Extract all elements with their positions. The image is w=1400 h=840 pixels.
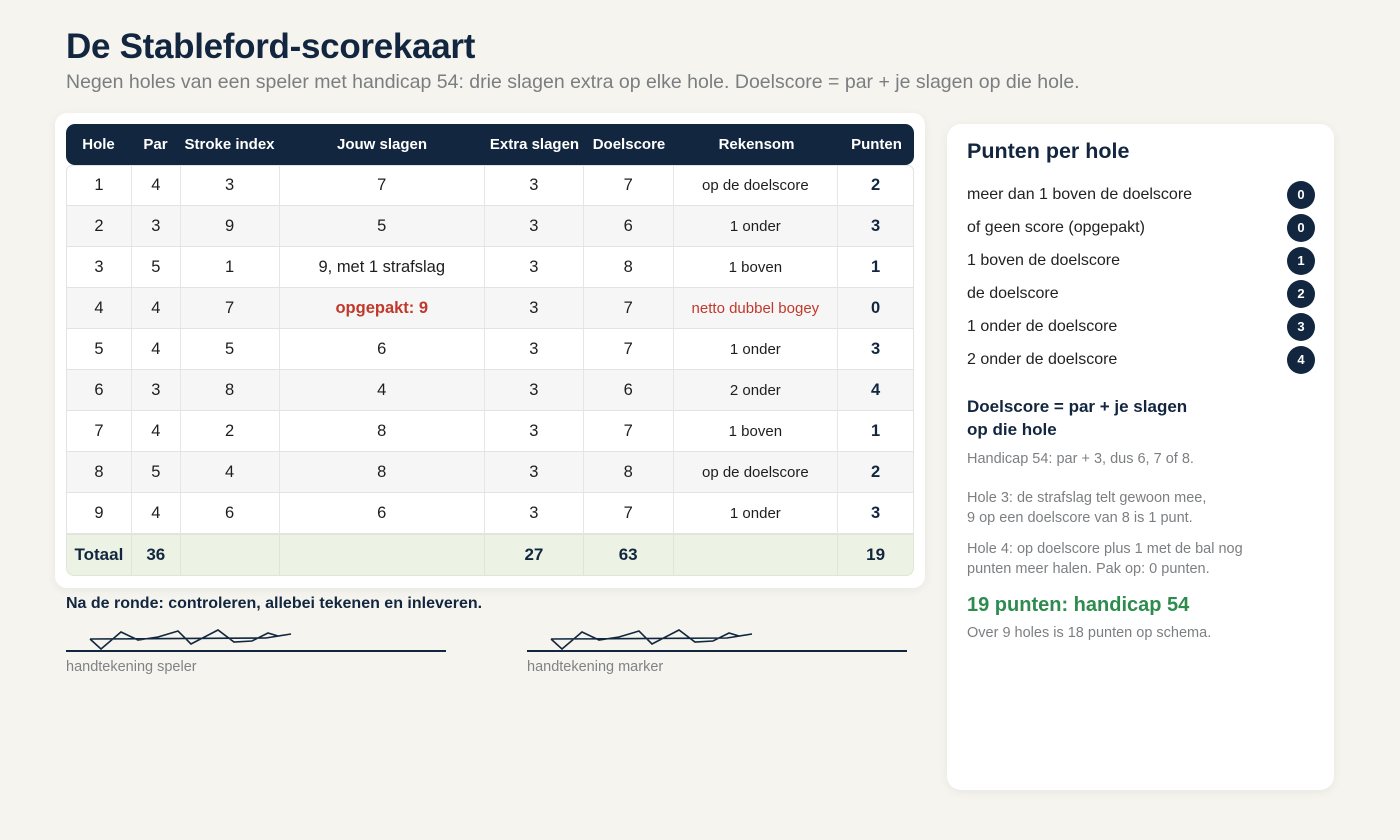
hole4-note-line1: Hole 4: op doelscore plus 1 met de bal nog (967, 541, 1243, 557)
scorecard-table (66, 124, 914, 576)
points-value: 3 (870, 339, 881, 358)
extra-strokes: 3 (485, 206, 584, 246)
player-signature-scribble (66, 622, 446, 650)
strokes-value: 7 (280, 166, 486, 205)
header-points: Punten (851, 136, 902, 153)
stroke-index: 6 (181, 493, 280, 533)
table-header (66, 124, 914, 165)
target-score: 7 (584, 288, 674, 328)
hole3-note-line2: 9 op een doelscore van 8 is 1 punt. (967, 510, 1193, 526)
totals-strokes-empty (280, 535, 486, 575)
hole3-note (967, 488, 1307, 528)
calculation: 1 boven (674, 411, 839, 451)
hole-number: 5 (67, 329, 132, 369)
calculation: op de doelscore (674, 166, 839, 205)
header-strokes: Jouw slagen (336, 136, 428, 153)
target-score: 8 (584, 247, 674, 287)
legend-label: meer dan 1 boven de doelscore (967, 185, 1193, 203)
hole-number: 6 (67, 370, 132, 410)
legend-label: de doelscore (967, 284, 1059, 302)
target-score: 8 (584, 452, 674, 492)
hole-number: 7 (67, 411, 132, 451)
points-panel (947, 124, 1334, 790)
par-value: 4 (132, 166, 181, 205)
scorecard-card (55, 113, 925, 588)
calculation: 1 onder (674, 206, 839, 246)
target-score: 6 (584, 370, 674, 410)
marker-signature-label: handtekening marker (527, 659, 664, 675)
stroke-index: 1 (181, 247, 280, 287)
hole-number: 3 (67, 247, 132, 287)
extra-strokes: 3 (485, 370, 584, 410)
table-row (66, 206, 914, 247)
par-value: 3 (132, 206, 181, 246)
extra-strokes: 3 (485, 493, 584, 533)
totals-points: 19 (866, 545, 886, 564)
table-row (66, 493, 914, 534)
hole4-note (967, 539, 1307, 579)
totals-target: 63 (584, 535, 674, 575)
panel-title: Punten per hole (967, 139, 1130, 163)
target-formula-title (967, 395, 1227, 441)
calculation: 1 onder (674, 493, 839, 533)
totals-extra: 27 (485, 535, 584, 575)
strokes-value: 4 (280, 370, 486, 410)
legend-label: of geen score (opgepakt) (967, 218, 1145, 236)
legend-item (967, 178, 1315, 211)
extra-strokes: 3 (485, 452, 584, 492)
target-score: 7 (584, 411, 674, 451)
hole-number: 4 (67, 288, 132, 328)
page-subtitle: Negen holes van een speler met handicap 54: drie slagen extra op elke hole. Doelscore = par + je slagen op die hole. (66, 71, 1080, 93)
extra-strokes: 3 (485, 166, 584, 205)
table-row (66, 329, 914, 370)
par-value: 4 (132, 493, 181, 533)
strokes-value: 8 (280, 411, 486, 451)
points-badge: 3 (1287, 313, 1315, 341)
page-title: De Stableford-scorekaart (66, 27, 476, 66)
points-value: 4 (870, 380, 881, 399)
player-signature (66, 622, 446, 675)
header-stroke-index: Stroke index (184, 136, 275, 153)
par-value: 5 (132, 247, 181, 287)
table-row (66, 165, 914, 206)
points-value: 1 (870, 257, 881, 276)
points-value: 1 (870, 421, 881, 440)
target-formula-title-line1: Doelscore = par + je slagen (967, 397, 1188, 416)
stroke-index: 8 (181, 370, 280, 410)
hole-number: 9 (67, 493, 132, 533)
extra-strokes: 3 (485, 247, 584, 287)
legend-item (967, 277, 1315, 310)
stroke-index: 4 (181, 452, 280, 492)
target-score: 7 (584, 329, 674, 369)
table-row (66, 247, 914, 288)
hole-number: 8 (67, 452, 132, 492)
result-note: Over 9 holes is 18 punten op schema. (967, 625, 1212, 641)
stroke-index: 5 (181, 329, 280, 369)
par-value: 4 (132, 411, 181, 451)
hole3-note-line1: Hole 3: de strafslag telt gewoon mee, (967, 490, 1207, 506)
signature-instruction: Na de ronde: controleren, allebei tekenen en inleveren. (66, 595, 483, 612)
strokes-value: 6 (280, 329, 486, 369)
points-value: 0 (870, 298, 881, 317)
extra-strokes: 3 (485, 411, 584, 451)
table-row (66, 411, 914, 452)
table-row (66, 370, 914, 411)
legend-label: 1 boven de doelscore (967, 251, 1120, 269)
player-signature-line[interactable] (66, 650, 446, 652)
legend-item (967, 343, 1315, 376)
strokes-value: opgepakt: 9 (280, 288, 486, 328)
points-badge: 0 (1287, 214, 1315, 242)
hole-number: 1 (67, 166, 132, 205)
header-hole: Hole (82, 136, 115, 153)
par-value: 4 (132, 329, 181, 369)
par-value: 4 (132, 288, 181, 328)
points-legend (967, 178, 1315, 376)
table-row (66, 288, 914, 329)
header-extra: Extra slagen (489, 136, 580, 153)
calculation: op de doelscore (674, 452, 839, 492)
totals-calc-empty (674, 535, 839, 575)
strokes-value: 5 (280, 206, 486, 246)
target-score: 7 (584, 493, 674, 533)
strokes-value: 8 (280, 452, 486, 492)
handicap-note: Handicap 54: par + 3, dus 6, 7 of 8. (967, 451, 1194, 467)
calculation: 1 boven (674, 247, 839, 287)
extra-strokes: 3 (485, 288, 584, 328)
target-score: 6 (584, 206, 674, 246)
header-target: Doelscore (592, 136, 666, 153)
marker-signature-line[interactable] (527, 650, 907, 652)
result-title: 19 punten: handicap 54 (967, 594, 1190, 616)
target-formula-title-line2: op die hole (967, 420, 1057, 439)
legend-item (967, 310, 1315, 343)
legend-label: 1 onder de doelscore (967, 317, 1118, 335)
marker-signature (527, 622, 907, 675)
extra-strokes: 3 (485, 329, 584, 369)
header-par: Par (143, 136, 168, 153)
stroke-index: 7 (181, 288, 280, 328)
points-value: 3 (870, 216, 881, 235)
strokes-value: 6 (280, 493, 486, 533)
hole4-note-line2: punten meer halen. Pak op: 0 punten. (967, 561, 1210, 577)
player-signature-label: handtekening speler (66, 659, 197, 675)
strokes-value: 9, met 1 strafslag (280, 247, 486, 287)
hole-number: 2 (67, 206, 132, 246)
calculation: 1 onder (674, 329, 839, 369)
totals-par: 36 (132, 535, 181, 575)
stroke-index: 9 (181, 206, 280, 246)
points-value: 2 (870, 462, 881, 481)
legend-item (967, 211, 1315, 244)
points-badge: 2 (1287, 280, 1315, 308)
points-badge: 0 (1287, 181, 1315, 209)
totals-si-empty (181, 535, 280, 575)
points-badge: 1 (1287, 247, 1315, 275)
calculation: netto dubbel bogey (674, 288, 839, 328)
marker-signature-scribble (527, 622, 907, 650)
totals-label: Totaal (67, 535, 132, 575)
points-value: 3 (870, 503, 881, 522)
table-body (66, 165, 914, 534)
stroke-index: 3 (181, 166, 280, 205)
stroke-index: 2 (181, 411, 280, 451)
totals-row (66, 534, 914, 576)
target-score: 7 (584, 166, 674, 205)
table-row (66, 452, 914, 493)
calculation: 2 onder (674, 370, 839, 410)
par-value: 3 (132, 370, 181, 410)
legend-item (967, 244, 1315, 277)
points-value: 2 (870, 176, 881, 194)
par-value: 5 (132, 452, 181, 492)
legend-label: 2 onder de doelscore (967, 350, 1118, 368)
header-calc: Rekensom (718, 136, 795, 153)
points-badge: 4 (1287, 346, 1315, 374)
